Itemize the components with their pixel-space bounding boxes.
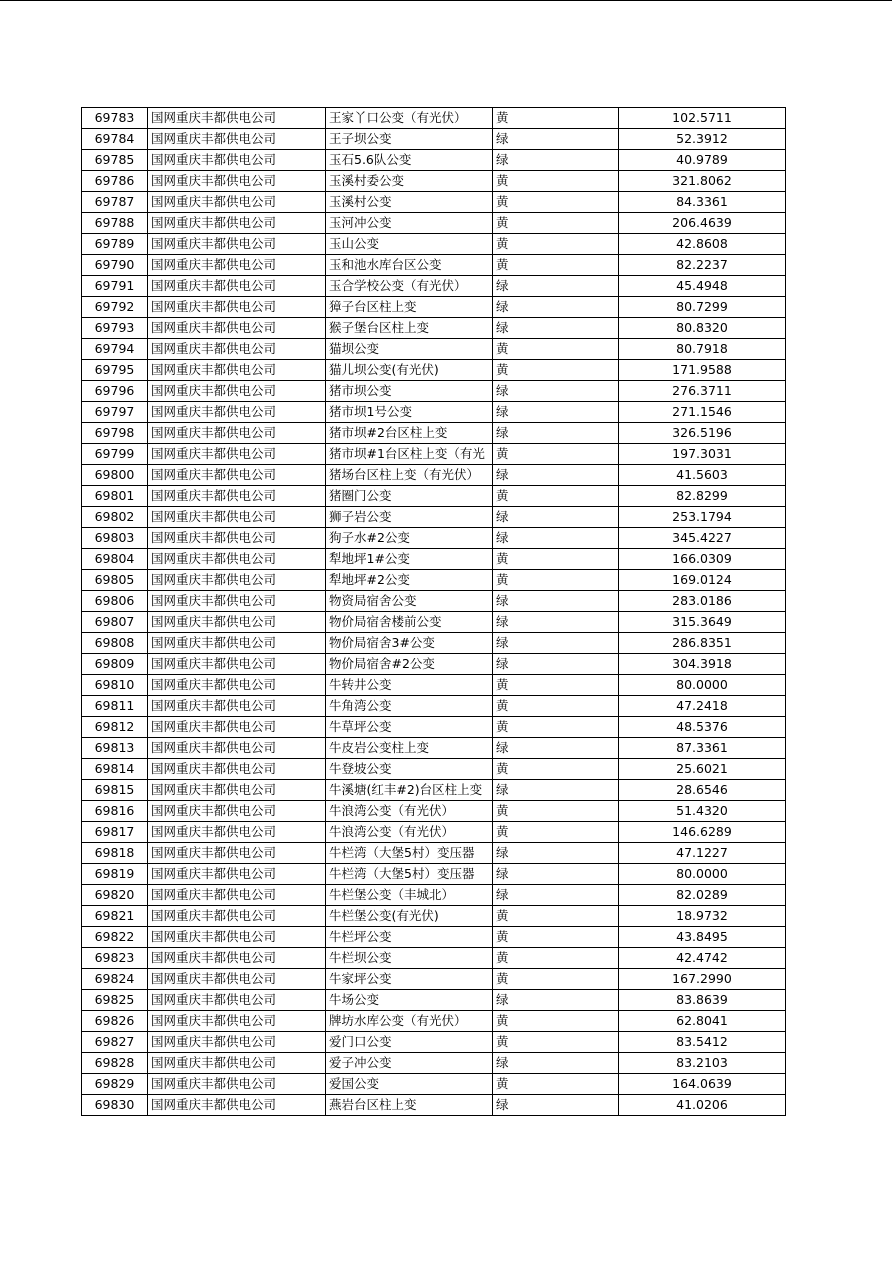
row-id-cell: 69829	[82, 1074, 148, 1095]
table-row	[82, 717, 786, 738]
company-cell: 国网重庆丰都供电公司	[148, 234, 326, 255]
transformer-name-cell: 牛转井公变	[326, 675, 493, 696]
status-color-cell: 绿	[493, 402, 619, 423]
company-cell: 国网重庆丰都供电公司	[148, 738, 326, 759]
table-row	[82, 255, 786, 276]
status-color-cell: 绿	[493, 1095, 619, 1116]
value-cell: 164.0639	[619, 1074, 786, 1095]
row-id-cell: 69799	[82, 444, 148, 465]
company-cell: 国网重庆丰都供电公司	[148, 1011, 326, 1032]
status-color-cell: 黄	[493, 822, 619, 843]
value-cell: 80.0000	[619, 675, 786, 696]
transformer-name-cell: 牛登坡公变	[326, 759, 493, 780]
company-cell: 国网重庆丰都供电公司	[148, 339, 326, 360]
transformer-name-cell: 猴子堡台区柱上变	[326, 318, 493, 339]
status-color-cell: 黄	[493, 1032, 619, 1053]
table-row	[82, 1053, 786, 1074]
status-color-cell: 绿	[493, 381, 619, 402]
transformer-name-cell: 玉石5.6队公变	[326, 150, 493, 171]
value-cell: 206.4639	[619, 213, 786, 234]
status-color-cell: 黄	[493, 213, 619, 234]
row-id-cell: 69791	[82, 276, 148, 297]
value-cell: 83.2103	[619, 1053, 786, 1074]
value-cell: 62.8041	[619, 1011, 786, 1032]
value-cell: 321.8062	[619, 171, 786, 192]
table-row	[82, 465, 786, 486]
value-cell: 52.3912	[619, 129, 786, 150]
table-row	[82, 108, 786, 129]
row-id-cell: 69828	[82, 1053, 148, 1074]
table-row	[82, 549, 786, 570]
value-cell: 315.3649	[619, 612, 786, 633]
row-id-cell: 69823	[82, 948, 148, 969]
row-id-cell: 69797	[82, 402, 148, 423]
row-id-cell: 69805	[82, 570, 148, 591]
row-id-cell: 69820	[82, 885, 148, 906]
row-id-cell: 69801	[82, 486, 148, 507]
status-color-cell: 黄	[493, 1011, 619, 1032]
company-cell: 国网重庆丰都供电公司	[148, 402, 326, 423]
page-top-border	[0, 0, 892, 1]
table-row	[82, 381, 786, 402]
company-cell: 国网重庆丰都供电公司	[148, 969, 326, 990]
company-cell: 国网重庆丰都供电公司	[148, 465, 326, 486]
table-row	[82, 1095, 786, 1116]
company-cell: 国网重庆丰都供电公司	[148, 780, 326, 801]
table-row	[82, 423, 786, 444]
table-row	[82, 318, 786, 339]
transformer-name-cell: 王子坝公变	[326, 129, 493, 150]
company-cell: 国网重庆丰都供电公司	[148, 612, 326, 633]
table-row	[82, 1032, 786, 1053]
table-row	[82, 906, 786, 927]
table-row	[82, 192, 786, 213]
company-cell: 国网重庆丰都供电公司	[148, 171, 326, 192]
row-id-cell: 69785	[82, 150, 148, 171]
status-color-cell: 绿	[493, 276, 619, 297]
transformer-name-cell: 猫坝公变	[326, 339, 493, 360]
row-id-cell: 69802	[82, 507, 148, 528]
company-cell: 国网重庆丰都供电公司	[148, 633, 326, 654]
table-row	[82, 948, 786, 969]
transformer-name-cell: 獐子台区柱上变	[326, 297, 493, 318]
company-cell: 国网重庆丰都供电公司	[148, 360, 326, 381]
transformer-name-cell: 爱国公变	[326, 1074, 493, 1095]
row-id-cell: 69789	[82, 234, 148, 255]
transformer-name-cell: 牛栏湾（大堡5村）变压器	[326, 843, 493, 864]
company-cell: 国网重庆丰都供电公司	[148, 507, 326, 528]
transformer-name-cell: 猪市坝#1台区柱上变（有光	[326, 444, 493, 465]
value-cell: 48.5376	[619, 717, 786, 738]
transformer-name-cell: 玉溪村公变	[326, 192, 493, 213]
company-cell: 国网重庆丰都供电公司	[148, 927, 326, 948]
company-cell: 国网重庆丰都供电公司	[148, 255, 326, 276]
company-cell: 国网重庆丰都供电公司	[148, 591, 326, 612]
transformer-name-cell: 玉和池水库台区公变	[326, 255, 493, 276]
row-id-cell: 69809	[82, 654, 148, 675]
row-id-cell: 69790	[82, 255, 148, 276]
table-row	[82, 822, 786, 843]
transformer-name-cell: 牛家坪公变	[326, 969, 493, 990]
company-cell: 国网重庆丰都供电公司	[148, 1032, 326, 1053]
row-id-cell: 69816	[82, 801, 148, 822]
transformer-name-cell: 犁地坪1#公变	[326, 549, 493, 570]
value-cell: 80.7299	[619, 297, 786, 318]
company-cell: 国网重庆丰都供电公司	[148, 801, 326, 822]
status-color-cell: 绿	[493, 738, 619, 759]
table-row	[82, 990, 786, 1011]
table-row	[82, 612, 786, 633]
status-color-cell: 绿	[493, 528, 619, 549]
value-cell: 84.3361	[619, 192, 786, 213]
table-row	[82, 633, 786, 654]
transformer-name-cell: 玉山公变	[326, 234, 493, 255]
company-cell: 国网重庆丰都供电公司	[148, 906, 326, 927]
value-cell: 83.5412	[619, 1032, 786, 1053]
transformer-name-cell: 牛栏堡公变(有光伏)	[326, 906, 493, 927]
transformer-name-cell: 狗子水#2公变	[326, 528, 493, 549]
company-cell: 国网重庆丰都供电公司	[148, 108, 326, 129]
status-color-cell: 绿	[493, 318, 619, 339]
value-cell: 166.0309	[619, 549, 786, 570]
company-cell: 国网重庆丰都供电公司	[148, 192, 326, 213]
status-color-cell: 黄	[493, 360, 619, 381]
row-id-cell: 69795	[82, 360, 148, 381]
table-row	[82, 927, 786, 948]
row-id-cell: 69826	[82, 1011, 148, 1032]
transformer-name-cell: 玉河冲公变	[326, 213, 493, 234]
company-cell: 国网重庆丰都供电公司	[148, 318, 326, 339]
company-cell: 国网重庆丰都供电公司	[148, 1074, 326, 1095]
table-row	[82, 444, 786, 465]
status-color-cell: 黄	[493, 549, 619, 570]
company-cell: 国网重庆丰都供电公司	[148, 276, 326, 297]
value-cell: 41.0206	[619, 1095, 786, 1116]
status-color-cell: 绿	[493, 1053, 619, 1074]
row-id-cell: 69812	[82, 717, 148, 738]
value-cell: 42.8608	[619, 234, 786, 255]
status-color-cell: 绿	[493, 423, 619, 444]
company-cell: 国网重庆丰都供电公司	[148, 444, 326, 465]
table-row	[82, 759, 786, 780]
row-id-cell: 69800	[82, 465, 148, 486]
transformer-name-cell: 物资局宿舍公变	[326, 591, 493, 612]
transformer-name-cell: 牛皮岩公变柱上变	[326, 738, 493, 759]
transformer-name-cell: 牛溪塘(红丰#2)台区柱上变	[326, 780, 493, 801]
status-color-cell: 黄	[493, 339, 619, 360]
status-color-cell: 绿	[493, 780, 619, 801]
row-id-cell: 69796	[82, 381, 148, 402]
row-id-cell: 69814	[82, 759, 148, 780]
company-cell: 国网重庆丰都供电公司	[148, 213, 326, 234]
value-cell: 42.4742	[619, 948, 786, 969]
value-cell: 82.0289	[619, 885, 786, 906]
transformer-name-cell: 爱子冲公变	[326, 1053, 493, 1074]
table-row	[82, 171, 786, 192]
status-color-cell: 绿	[493, 864, 619, 885]
transformer-name-cell: 物价局宿舍楼前公变	[326, 612, 493, 633]
table-row	[82, 696, 786, 717]
table-row	[82, 339, 786, 360]
table-row	[82, 780, 786, 801]
transformer-name-cell: 玉溪村委公变	[326, 171, 493, 192]
company-cell: 国网重庆丰都供电公司	[148, 822, 326, 843]
table-row	[82, 402, 786, 423]
value-cell: 146.6289	[619, 822, 786, 843]
row-id-cell: 69806	[82, 591, 148, 612]
status-color-cell: 绿	[493, 129, 619, 150]
status-color-cell: 黄	[493, 171, 619, 192]
table-row	[82, 570, 786, 591]
transformer-name-cell: 燕岩台区柱上变	[326, 1095, 493, 1116]
row-id-cell: 69817	[82, 822, 148, 843]
status-color-cell: 黄	[493, 675, 619, 696]
row-id-cell: 69822	[82, 927, 148, 948]
company-cell: 国网重庆丰都供电公司	[148, 885, 326, 906]
value-cell: 276.3711	[619, 381, 786, 402]
transformer-name-cell: 牛栏堡公变（丰城北）	[326, 885, 493, 906]
status-color-cell: 黄	[493, 570, 619, 591]
status-color-cell: 黄	[493, 444, 619, 465]
row-id-cell: 69792	[82, 297, 148, 318]
company-cell: 国网重庆丰都供电公司	[148, 948, 326, 969]
value-cell: 51.4320	[619, 801, 786, 822]
table-row	[82, 654, 786, 675]
value-cell: 326.5196	[619, 423, 786, 444]
company-cell: 国网重庆丰都供电公司	[148, 423, 326, 444]
table-row	[82, 360, 786, 381]
row-id-cell: 69798	[82, 423, 148, 444]
transformer-name-cell: 牛浪湾公变（有光伏）	[326, 822, 493, 843]
table-row	[82, 969, 786, 990]
transformer-name-cell: 犁地坪#2公变	[326, 570, 493, 591]
row-id-cell: 69813	[82, 738, 148, 759]
value-cell: 304.3918	[619, 654, 786, 675]
transformer-name-cell: 牛栏坪公变	[326, 927, 493, 948]
table-row	[82, 738, 786, 759]
row-id-cell: 69808	[82, 633, 148, 654]
company-cell: 国网重庆丰都供电公司	[148, 654, 326, 675]
value-cell: 47.2418	[619, 696, 786, 717]
status-color-cell: 黄	[493, 696, 619, 717]
row-id-cell: 69825	[82, 990, 148, 1011]
table-row	[82, 486, 786, 507]
row-id-cell: 69824	[82, 969, 148, 990]
company-cell: 国网重庆丰都供电公司	[148, 486, 326, 507]
status-color-cell: 黄	[493, 759, 619, 780]
company-cell: 国网重庆丰都供电公司	[148, 696, 326, 717]
status-color-cell: 绿	[493, 150, 619, 171]
value-cell: 45.4948	[619, 276, 786, 297]
status-color-cell: 绿	[493, 297, 619, 318]
value-cell: 28.6546	[619, 780, 786, 801]
value-cell: 80.0000	[619, 864, 786, 885]
table-row	[82, 885, 786, 906]
value-cell: 271.1546	[619, 402, 786, 423]
value-cell: 102.5711	[619, 108, 786, 129]
table-row	[82, 801, 786, 822]
company-cell: 国网重庆丰都供电公司	[148, 717, 326, 738]
value-cell: 197.3031	[619, 444, 786, 465]
status-color-cell: 黄	[493, 192, 619, 213]
status-color-cell: 绿	[493, 654, 619, 675]
status-color-cell: 绿	[493, 990, 619, 1011]
table-row	[82, 213, 786, 234]
row-id-cell: 69818	[82, 843, 148, 864]
value-cell: 169.0124	[619, 570, 786, 591]
transformer-name-cell: 牛浪湾公变（有光伏）	[326, 801, 493, 822]
transformer-name-cell: 牛草坪公变	[326, 717, 493, 738]
row-id-cell: 69807	[82, 612, 148, 633]
status-color-cell: 绿	[493, 507, 619, 528]
value-cell: 345.4227	[619, 528, 786, 549]
status-color-cell: 黄	[493, 234, 619, 255]
company-cell: 国网重庆丰都供电公司	[148, 297, 326, 318]
status-color-cell: 绿	[493, 885, 619, 906]
row-id-cell: 69788	[82, 213, 148, 234]
table-row	[82, 297, 786, 318]
row-id-cell: 69810	[82, 675, 148, 696]
row-id-cell: 69786	[82, 171, 148, 192]
value-cell: 80.7918	[619, 339, 786, 360]
status-color-cell: 绿	[493, 591, 619, 612]
transformer-name-cell: 猫儿坝公变(有光伏)	[326, 360, 493, 381]
value-cell: 80.8320	[619, 318, 786, 339]
table-row	[82, 528, 786, 549]
row-id-cell: 69827	[82, 1032, 148, 1053]
company-cell: 国网重庆丰都供电公司	[148, 843, 326, 864]
row-id-cell: 69815	[82, 780, 148, 801]
data-table	[81, 107, 786, 1116]
row-id-cell: 69783	[82, 108, 148, 129]
table-row	[82, 150, 786, 171]
status-color-cell: 绿	[493, 633, 619, 654]
company-cell: 国网重庆丰都供电公司	[148, 549, 326, 570]
row-id-cell: 69821	[82, 906, 148, 927]
table-row	[82, 1011, 786, 1032]
company-cell: 国网重庆丰都供电公司	[148, 129, 326, 150]
transformer-name-cell: 物价局宿舍#2公变	[326, 654, 493, 675]
status-color-cell: 黄	[493, 801, 619, 822]
transformer-name-cell: 牛角湾公变	[326, 696, 493, 717]
status-color-cell: 绿	[493, 843, 619, 864]
value-cell: 43.8495	[619, 927, 786, 948]
status-color-cell: 黄	[493, 255, 619, 276]
value-cell: 82.2237	[619, 255, 786, 276]
row-id-cell: 69793	[82, 318, 148, 339]
transformer-name-cell: 猪市坝1号公变	[326, 402, 493, 423]
value-cell: 253.1794	[619, 507, 786, 528]
transformer-name-cell: 物价局宿舍3#公变	[326, 633, 493, 654]
status-color-cell: 黄	[493, 1074, 619, 1095]
value-cell: 171.9588	[619, 360, 786, 381]
transformer-name-cell: 王家丫口公变（有光伏）	[326, 108, 493, 129]
company-cell: 国网重庆丰都供电公司	[148, 675, 326, 696]
row-id-cell: 69787	[82, 192, 148, 213]
table-row	[82, 276, 786, 297]
table-row	[82, 675, 786, 696]
row-id-cell: 69830	[82, 1095, 148, 1116]
table-body	[82, 108, 786, 1116]
value-cell: 41.5603	[619, 465, 786, 486]
status-color-cell: 黄	[493, 927, 619, 948]
status-color-cell: 黄	[493, 108, 619, 129]
status-color-cell: 黄	[493, 948, 619, 969]
status-color-cell: 黄	[493, 906, 619, 927]
company-cell: 国网重庆丰都供电公司	[148, 381, 326, 402]
row-id-cell: 69804	[82, 549, 148, 570]
company-cell: 国网重庆丰都供电公司	[148, 150, 326, 171]
company-cell: 国网重庆丰都供电公司	[148, 570, 326, 591]
table-row	[82, 129, 786, 150]
transformer-name-cell: 牌坊水库公变（有光伏）	[326, 1011, 493, 1032]
value-cell: 82.8299	[619, 486, 786, 507]
status-color-cell: 黄	[493, 486, 619, 507]
row-id-cell: 69811	[82, 696, 148, 717]
table-row	[82, 1074, 786, 1095]
row-id-cell: 69784	[82, 129, 148, 150]
transformer-name-cell: 玉合学校公变（有光伏）	[326, 276, 493, 297]
table-row	[82, 234, 786, 255]
company-cell: 国网重庆丰都供电公司	[148, 1095, 326, 1116]
transformer-name-cell: 牛场公变	[326, 990, 493, 1011]
transformer-name-cell: 狮子岩公变	[326, 507, 493, 528]
value-cell: 283.0186	[619, 591, 786, 612]
table-row	[82, 864, 786, 885]
company-cell: 国网重庆丰都供电公司	[148, 1053, 326, 1074]
transformer-name-cell: 爱门口公变	[326, 1032, 493, 1053]
row-id-cell: 69794	[82, 339, 148, 360]
value-cell: 47.1227	[619, 843, 786, 864]
status-color-cell: 绿	[493, 612, 619, 633]
company-cell: 国网重庆丰都供电公司	[148, 864, 326, 885]
transformer-name-cell: 牛栏坝公变	[326, 948, 493, 969]
transformer-name-cell: 猪市坝#2台区柱上变	[326, 423, 493, 444]
table-row	[82, 507, 786, 528]
transformer-name-cell: 牛栏湾（大堡5村）变压器	[326, 864, 493, 885]
value-cell: 40.9789	[619, 150, 786, 171]
status-color-cell: 绿	[493, 465, 619, 486]
transformer-name-cell: 猪圈门公变	[326, 486, 493, 507]
value-cell: 25.6021	[619, 759, 786, 780]
value-cell: 18.9732	[619, 906, 786, 927]
status-color-cell: 黄	[493, 717, 619, 738]
status-color-cell: 黄	[493, 969, 619, 990]
company-cell: 国网重庆丰都供电公司	[148, 990, 326, 1011]
value-cell: 83.8639	[619, 990, 786, 1011]
table-row	[82, 591, 786, 612]
company-cell: 国网重庆丰都供电公司	[148, 528, 326, 549]
value-cell: 167.2990	[619, 969, 786, 990]
value-cell: 286.8351	[619, 633, 786, 654]
table-row	[82, 843, 786, 864]
transformer-name-cell: 猪场台区柱上变（有光伏）	[326, 465, 493, 486]
row-id-cell: 69819	[82, 864, 148, 885]
row-id-cell: 69803	[82, 528, 148, 549]
company-cell: 国网重庆丰都供电公司	[148, 759, 326, 780]
transformer-name-cell: 猪市坝公变	[326, 381, 493, 402]
value-cell: 87.3361	[619, 738, 786, 759]
